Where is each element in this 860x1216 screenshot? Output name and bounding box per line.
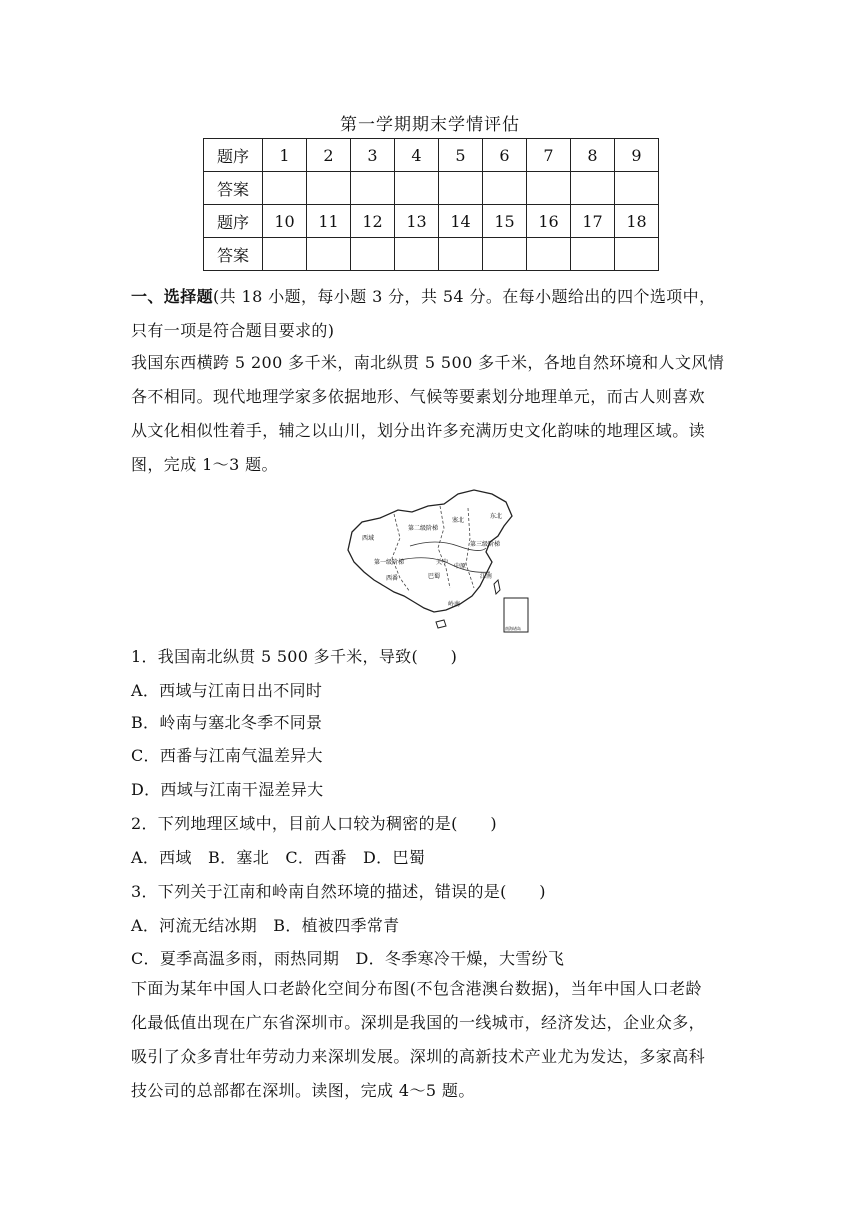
section-instruction-line bbox=[131, 280, 731, 314]
row-label: 答案 bbox=[204, 172, 263, 205]
instruction-text: (共 18 小题，每小题 3 分，共 54 分。在每小题给出的四个选项中， bbox=[213, 287, 716, 306]
table-row bbox=[204, 205, 659, 238]
row-label: 题序 bbox=[204, 205, 263, 238]
taiwan-island bbox=[494, 580, 500, 594]
question-number: 2 bbox=[307, 139, 351, 172]
question-3-stem: 3．下列关于江南和岭南自然环境的描述，错误的是( ) bbox=[131, 882, 546, 901]
section-instructions bbox=[131, 280, 731, 348]
answer-cell[interactable] bbox=[351, 238, 395, 271]
answer-cell[interactable] bbox=[527, 238, 571, 271]
passage-line: 各不相同。现代地理学家多依据地形、气候等要素划分地理单元，而古人则喜欢 bbox=[131, 387, 706, 406]
answer-cell[interactable] bbox=[615, 172, 659, 205]
passage-line: 吸引了众多青壮年劳动力来深圳发展。深圳的高新技术产业尤为发达，多家高科 bbox=[131, 1047, 706, 1066]
china-outline bbox=[348, 490, 512, 612]
answer-cell[interactable] bbox=[307, 172, 351, 205]
question-number: 10 bbox=[263, 205, 307, 238]
question-number: 11 bbox=[307, 205, 351, 238]
answer-cell[interactable] bbox=[439, 172, 483, 205]
question-number: 14 bbox=[439, 205, 483, 238]
passage-line: 技公司的总部都在深圳。读图，完成 4～5 题。 bbox=[131, 1081, 475, 1100]
map-label: 南海诸岛 bbox=[505, 626, 521, 631]
answer-cell[interactable] bbox=[483, 172, 527, 205]
answer-cell[interactable] bbox=[439, 238, 483, 271]
question-number: 3 bbox=[351, 139, 395, 172]
page-title: 第一学期期末学情评估 bbox=[340, 115, 520, 135]
section-heading: 一、选择题 bbox=[131, 287, 214, 306]
map-label: 第一级阶梯 bbox=[374, 559, 405, 566]
question-2-stem: 2．下列地理区域中，目前人口较为稠密的是( ) bbox=[131, 814, 497, 833]
answer-cell[interactable] bbox=[395, 172, 439, 205]
question-number: 8 bbox=[571, 139, 615, 172]
hainan-island bbox=[436, 620, 446, 628]
answer-cell[interactable] bbox=[571, 238, 615, 271]
answer-cell[interactable] bbox=[263, 238, 307, 271]
table-row bbox=[204, 238, 659, 271]
question-number: 16 bbox=[527, 205, 571, 238]
question-number: 7 bbox=[527, 139, 571, 172]
answer-cell[interactable] bbox=[263, 172, 307, 205]
question-number: 6 bbox=[483, 139, 527, 172]
question-number: 1 bbox=[263, 139, 307, 172]
map-label: 巴蜀 bbox=[428, 573, 441, 580]
passage-line: 从文化相似性着手，辅之以山川，划分出许多充满历史文化韵味的地理区域。读 bbox=[131, 421, 706, 440]
question-number: 13 bbox=[395, 205, 439, 238]
map-label: 东北 bbox=[490, 513, 503, 520]
passage-line: 化最低值出现在广东省深圳市。深圳是我国的一线城市，经济发达，企业众多， bbox=[131, 1013, 706, 1032]
question-number: 9 bbox=[615, 139, 659, 172]
answer-cell[interactable] bbox=[615, 238, 659, 271]
question-number: 18 bbox=[615, 205, 659, 238]
answer-cell[interactable] bbox=[571, 172, 615, 205]
passage-line: 我国东西横跨 5 200 多千米，南北纵贯 5 500 多千米，各地自然环境和人文风情 bbox=[131, 353, 725, 372]
question-1-option: B．岭南与塞北冬季不同景 bbox=[131, 713, 323, 732]
map-label: 江南 bbox=[480, 573, 493, 580]
passage-line: 下面为某年中国人口老龄化空间分布图(不包含港澳台数据)，当年中国人口老龄 bbox=[131, 979, 702, 998]
question-number: 4 bbox=[395, 139, 439, 172]
question-2-options: A．西域 B．塞北 C．西番 D．巴蜀 bbox=[131, 848, 426, 867]
question-number: 12 bbox=[351, 205, 395, 238]
question-number: 5 bbox=[439, 139, 483, 172]
map-label: 中原 bbox=[454, 563, 467, 570]
map-label: 西域 bbox=[362, 535, 375, 542]
map-label: 第三级阶梯 bbox=[470, 541, 501, 548]
map-label: 塞北 bbox=[452, 517, 465, 524]
answer-cell[interactable] bbox=[483, 238, 527, 271]
answer-table bbox=[203, 138, 659, 271]
question-1-option: D．西域与江南干湿差异大 bbox=[131, 780, 324, 799]
section-instruction-line: 只有一项是符合题目要求的) bbox=[131, 321, 335, 340]
question-1-option: C．西番与江南气温差异大 bbox=[131, 746, 323, 765]
map-label: 关中 bbox=[436, 559, 449, 566]
answer-cell[interactable] bbox=[395, 238, 439, 271]
passage-1 bbox=[131, 346, 731, 482]
map-label: 第二级阶梯 bbox=[408, 525, 439, 532]
table-row bbox=[204, 172, 659, 205]
answer-cell[interactable] bbox=[527, 172, 571, 205]
question-number: 17 bbox=[571, 205, 615, 238]
row-label: 答案 bbox=[204, 238, 263, 271]
question-1-stem: 1．我国南北纵贯 5 500 多千米，导致( ) bbox=[131, 647, 458, 666]
map-label: 西番 bbox=[386, 575, 399, 582]
map-label: 岭南 bbox=[448, 601, 461, 608]
answer-cell[interactable] bbox=[307, 238, 351, 271]
answer-cell[interactable] bbox=[351, 172, 395, 205]
row-label: 题序 bbox=[204, 139, 263, 172]
question-number: 15 bbox=[483, 205, 527, 238]
passage-line: 图，完成 1～3 题。 bbox=[131, 455, 278, 474]
question-1-option: A．西域与江南日出不同时 bbox=[131, 681, 323, 700]
table-row bbox=[204, 139, 659, 172]
china-regions-map bbox=[340, 488, 530, 636]
passage-2 bbox=[131, 972, 731, 1108]
question-3-options: A．河流无结冰期 B．植被四季常青 bbox=[131, 916, 400, 935]
question-3-options: C．夏季高温多雨，雨热同期 D．冬季寒冷干燥，大雪纷飞 bbox=[131, 949, 565, 968]
